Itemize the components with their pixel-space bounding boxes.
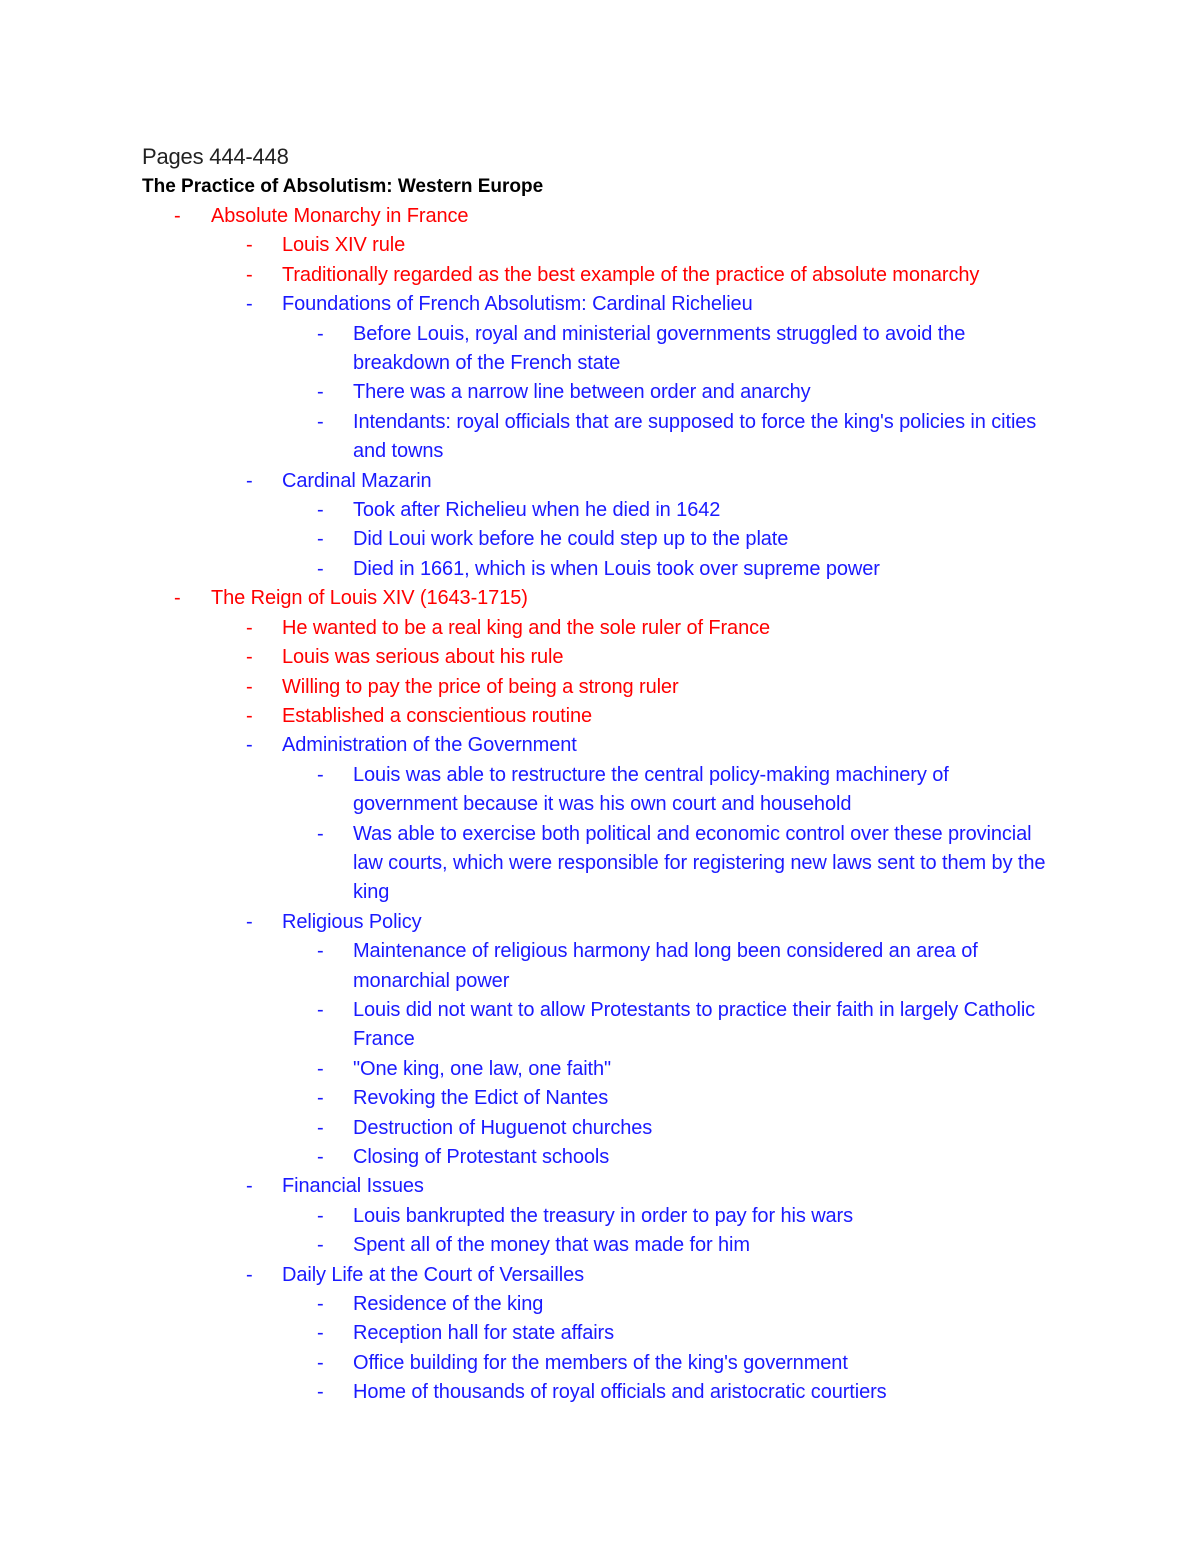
outline-item-text: Willing to pay the price of being a strong ruler <box>282 675 679 698</box>
outline-item-text: Intendants: royal officials that are supposed to force the king's policies in cities and towns <box>353 410 1037 463</box>
bullet-dash: - <box>174 205 181 227</box>
outline-item-text: Destruction of Huguenot churches <box>353 1116 653 1139</box>
outline-item-level-3 <box>142 937 1062 996</box>
bullet-dash: - <box>246 910 253 933</box>
outline-item-level-2 <box>142 614 1062 643</box>
section-heading: The Practice of Absolutism: Western Europe <box>142 176 544 197</box>
outline-item-level-2 <box>142 1172 1062 1201</box>
bullet-dash: - <box>317 1116 324 1139</box>
outline-item-text: Cardinal Mazarin <box>282 469 432 492</box>
outline-item-level-3 <box>142 496 1062 525</box>
outline-item-text: Louis did not want to allow Protestants to practice their faith in largely Catholic France <box>353 998 1036 1051</box>
outline-item-text: Took after Richelieu when he died in 1642 <box>353 499 721 522</box>
outline-item-level-3 <box>142 1114 1062 1143</box>
outline-item-level-3 <box>142 761 1062 820</box>
bullet-dash: - <box>317 410 324 433</box>
bullet-dash: - <box>317 1204 324 1227</box>
outline-item-level-3 <box>142 1319 1062 1348</box>
outline-item-level-1 <box>142 584 1062 613</box>
bullet-dash: - <box>317 381 324 404</box>
bullet-dash: - <box>246 234 253 257</box>
outline-item-level-3 <box>142 378 1062 407</box>
outline-item-level-3 <box>142 1143 1062 1172</box>
bullet-dash: - <box>317 1057 324 1080</box>
outline-item-text: Was able to exercise both political and economic control over these provincial law courts, which were responsible for registering new laws sent to them by the king <box>353 822 1046 904</box>
outline-item-text: Reception hall for state affairs <box>353 1322 615 1345</box>
outline-item-level-2 <box>142 731 1062 760</box>
bullet-dash: - <box>246 616 253 639</box>
document-body <box>142 142 1062 1408</box>
outline-item-level-3 <box>142 1349 1062 1378</box>
outline-item-level-2 <box>142 290 1062 319</box>
bullet-dash: - <box>174 587 181 610</box>
outline-item-level-3 <box>142 1055 1062 1084</box>
bullet-dash: - <box>317 998 324 1021</box>
outline-item-text: Revoking the Edict of Nantes <box>353 1087 609 1110</box>
outline-item-level-3 <box>142 320 1062 379</box>
outline-item-text: Residence of the king <box>353 1293 544 1316</box>
outline-item-text: Religious Policy <box>282 910 422 933</box>
outline-item-text: There was a narrow line between order and anarchy <box>353 381 811 404</box>
outline-item-level-2 <box>142 261 1062 290</box>
bullet-dash: - <box>317 763 324 786</box>
page-range-label: Pages 444-448 <box>142 144 289 169</box>
bullet-dash: - <box>246 675 253 698</box>
outline-item-level-3 <box>142 525 1062 554</box>
bullet-dash: - <box>317 557 324 580</box>
bullet-outline <box>142 202 1062 1408</box>
outline-item-level-3 <box>142 555 1062 584</box>
bullet-dash: - <box>246 1175 253 1198</box>
outline-item-text: The Reign of Louis XIV (1643-1715) <box>211 587 528 610</box>
outline-item-text: Louis XIV rule <box>282 234 406 257</box>
outline-item-level-3 <box>142 1378 1062 1407</box>
bullet-dash: - <box>317 1234 324 1257</box>
bullet-dash: - <box>246 646 253 669</box>
outline-item-level-2 <box>142 643 1062 672</box>
outline-item-level-2 <box>142 908 1062 937</box>
bullet-dash: - <box>317 1381 324 1404</box>
bullet-dash: - <box>246 263 253 286</box>
outline-item-text: Administration of the Government <box>282 734 577 757</box>
outline-item-text: Daily Life at the Court of Versailles <box>282 1263 585 1286</box>
bullet-dash: - <box>317 499 324 522</box>
outline-item-text: Closing of Protestant schools <box>353 1146 610 1168</box>
outline-item-text: Louis was serious about his rule <box>282 646 564 669</box>
outline-item-level-2 <box>142 702 1062 731</box>
outline-item-level-3 <box>142 1290 1062 1319</box>
outline-item-text: Financial Issues <box>282 1175 424 1198</box>
outline-item-text: "One king, one law, one faith" <box>353 1057 612 1080</box>
outline-item-level-2 <box>142 1261 1062 1290</box>
outline-item-level-2 <box>142 231 1062 260</box>
bullet-dash: - <box>317 1322 324 1345</box>
bullet-dash: - <box>317 1146 324 1168</box>
outline-item-level-1 <box>142 202 1062 231</box>
outline-item-text: Louis was able to restructure the central policy-making machinery of government because it was his own court and household <box>353 763 949 816</box>
outline-item-text: Maintenance of religious harmony had long been considered an area of monarchial power <box>353 940 978 992</box>
bullet-dash: - <box>317 822 324 845</box>
outline-item-text: Louis bankrupted the treasury in order to pay for his wars <box>353 1204 854 1227</box>
outline-item-text: Home of thousands of royal officials and aristocratic courtiers <box>353 1381 887 1404</box>
outline-item-level-3 <box>142 996 1062 1055</box>
bullet-dash: - <box>246 1263 253 1286</box>
outline-item-level-3 <box>142 1202 1062 1231</box>
bullet-dash: - <box>246 704 253 727</box>
outline-item-text: Died in 1661, which is when Louis took over supreme power <box>353 557 880 580</box>
outline-item-level-2 <box>142 467 1062 496</box>
bullet-dash: - <box>317 528 324 551</box>
outline-item-text: Traditionally regarded as the best example of the practice of absolute monarchy <box>282 263 980 286</box>
outline-item-level-3 <box>142 1231 1062 1260</box>
outline-item-level-2 <box>142 673 1062 702</box>
outline-item-text: Foundations of French Absolutism: Cardinal Richelieu <box>282 293 753 316</box>
outline-item-text: Established a conscientious routine <box>282 704 593 727</box>
outline-item-level-3 <box>142 1084 1062 1113</box>
outline-item-text: He wanted to be a real king and the sole ruler of France <box>282 616 771 639</box>
outline-item-text: Office building for the members of the king's government <box>353 1351 848 1374</box>
bullet-dash: - <box>246 469 253 492</box>
bullet-dash: - <box>317 940 324 963</box>
outline-item-text: Before Louis, royal and ministerial governments struggled to avoid the breakdown of the French state <box>353 322 966 375</box>
bullet-dash: - <box>246 293 253 316</box>
outline-item-level-3 <box>142 820 1062 908</box>
bullet-dash: - <box>317 1087 324 1110</box>
bullet-dash: - <box>317 1293 324 1316</box>
bullet-dash: - <box>317 1351 324 1374</box>
outline-item-text: Spent all of the money that was made for him <box>353 1234 750 1257</box>
outline-item-text: Did Loui work before he could step up to the plate <box>353 528 789 551</box>
bullet-dash: - <box>246 734 253 757</box>
outline-item-level-3 <box>142 408 1062 467</box>
outline-item-text: Absolute Monarchy in France <box>211 205 469 227</box>
bullet-dash: - <box>317 322 324 345</box>
